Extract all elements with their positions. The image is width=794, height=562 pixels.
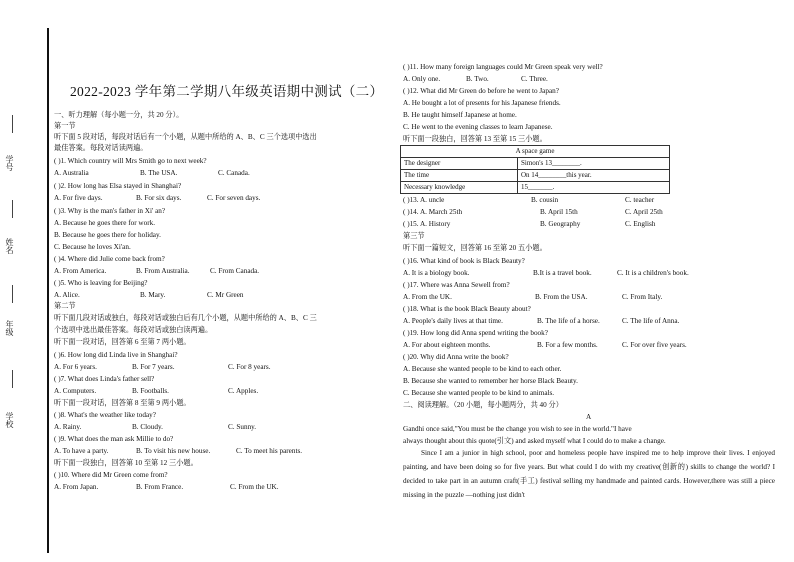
table-row — [401, 158, 670, 170]
option: B. cousin — [531, 196, 559, 204]
part-heading: 第一节 — [54, 122, 76, 130]
section-heading: 二、阅读理解。（20 小题，每小题两分，共 40 分） — [403, 401, 563, 409]
option: B. For a few months. — [537, 341, 598, 349]
option: C. He went to the evening classes to learn Japanese. — [403, 123, 553, 131]
option: B. To visit his new house. — [136, 447, 211, 455]
table-cell: On 14________this year. — [518, 170, 670, 182]
option: C. Because she wanted people to be kind to animals. — [403, 389, 555, 397]
question-16: ( )16. What kind of book is Black Beauty? — [403, 257, 525, 265]
passage-line: Gandhi once said,"You must be the change you wish to see in the world."I have — [403, 425, 632, 433]
question-6: ( )6. How long did Linda live in Shanghai? — [54, 351, 178, 359]
question-5: ( )5. Who is leaving for Beijing? — [54, 279, 148, 287]
table-row — [401, 182, 670, 194]
question-1: ( )1. Which country will Mrs Smith go to next week? — [54, 157, 207, 165]
passage-label: A — [586, 413, 592, 421]
table-cell: Necessary knowledge — [401, 182, 518, 194]
question-15: ( )15. A. History — [403, 220, 451, 228]
question-3: ( )3. Why is the man's father in Xi' an? — [54, 207, 166, 215]
binding-rule — [12, 115, 13, 133]
instruction: 最佳答案。每段对话读两遍。 — [54, 144, 148, 152]
question-11: ( )11. How many foreign languages could Mr Green speak very well? — [403, 63, 603, 71]
option: B. Footballs. — [132, 387, 169, 395]
instruction: 听下面一段对话，回答第 6 至第 7 两小题。 — [54, 338, 191, 346]
option: C. The life of Anna. — [622, 317, 680, 325]
page-title: 2022-2023 学年第二学期八年级英语期中测试（二） — [70, 84, 384, 99]
binding-line — [47, 28, 49, 553]
option: A. From Japan. — [54, 483, 99, 491]
option: C. Three. — [521, 75, 548, 83]
option: C. It is a children's book. — [617, 269, 689, 277]
instruction: 听下面一段对话，回答第 8 至第 9 两小题。 — [54, 399, 191, 407]
option: B. April 15th — [540, 208, 578, 216]
option: B. Because he goes there for holiday. — [54, 231, 161, 239]
option: C. Sunny. — [228, 423, 257, 431]
instruction: 听下面 5 段对话，每段对话后有一个小题，从题中所给的 A、B、C 三个选项中选出 — [54, 133, 317, 141]
option: B. The USA. — [140, 169, 178, 177]
option: B. The life of a horse. — [537, 317, 600, 325]
option: A. Rainy. — [54, 423, 82, 431]
option: B. From France. — [136, 483, 184, 491]
table-cell: Simon's 13________. — [518, 158, 670, 170]
question-13: ( )13. A. uncle — [403, 196, 445, 204]
option: A. To have a party. — [54, 447, 109, 455]
option: A. From America. — [54, 267, 107, 275]
question-19: ( )19. How long did Anna spend writing the book? — [403, 329, 548, 337]
binding-label-student-id: 学号 — [5, 155, 14, 171]
option: C. From Canada. — [210, 267, 260, 275]
option: B. From the USA. — [535, 293, 588, 301]
option: B. Cloudy. — [132, 423, 163, 431]
option: B. For six days. — [136, 194, 182, 202]
option: C. For seven days. — [207, 194, 261, 202]
option: A. Because he goes there for work. — [54, 219, 155, 227]
option: A. From the UK. — [403, 293, 452, 301]
option: A. Because she wanted people to be kind to each other. — [403, 365, 562, 373]
option: B. Mary. — [140, 291, 166, 299]
option: C. Apples. — [228, 387, 259, 395]
passage-paragraph: Since I am a junior in high school, poor and homeless people have inspired me to help improve their lives. I enjoyed painting, and have been doing so for five years. But what could I do with my creative(创新的) skills to change the world? I decided to take part in an autumn craft(手工) festival selling my handmade and painted cards. However,there was still a piece missing in the puzzle —nothing just didn't — [403, 449, 775, 499]
option: B. Two. — [466, 75, 489, 83]
option: A. For five days. — [54, 194, 103, 202]
part-heading: 第二节 — [54, 302, 76, 310]
question-17: ( )17. Where was Anna Sewell from? — [403, 281, 510, 289]
binding-rule — [12, 370, 13, 388]
option: A. It is a biology book. — [403, 269, 470, 277]
table-cell: 15_______. — [518, 182, 670, 194]
option: C. For 8 years. — [228, 363, 271, 371]
passage-line: always thought about this quote(引文) and asked myself what I could do to make a change. — [403, 437, 666, 445]
option: A. People's daily lives at that time. — [403, 317, 503, 325]
table-cell: The time — [401, 170, 518, 182]
table-row — [401, 170, 670, 182]
option: C. For over five years. — [622, 341, 687, 349]
option: B. Geography — [540, 220, 581, 228]
question-7: ( )7. What does Linda's father sell? — [54, 375, 155, 383]
question-2: ( )2. How long has Elsa stayed in Shanghai? — [54, 182, 182, 190]
question-8: ( )8. What's the weather like today? — [54, 411, 156, 419]
section-heading: 一、听力理解（每小题一分，共 20 分）。 — [54, 111, 184, 119]
table-header: A space game — [401, 146, 670, 158]
question-9: ( )9. What does the man ask Millie to do? — [54, 435, 174, 443]
option: C. To meet his parents. — [236, 447, 303, 455]
part-heading: 第三节 — [403, 232, 425, 240]
instruction: 听下面一段独白，回答第 10 至第 12 三小题。 — [54, 459, 198, 467]
binding-rule — [12, 200, 13, 218]
option: A. He bought a lot of presents for his Japanese friends. — [403, 99, 561, 107]
option: A. Only one. — [403, 75, 441, 83]
table-cell: The designer — [401, 158, 518, 170]
option: B. Because she wanted to remember her horse Black Beauty. — [403, 377, 578, 385]
binding-label-school: 学校 — [5, 412, 14, 428]
info-table — [400, 145, 670, 194]
question-12: ( )12. What did Mr Green do before he went to Japan? — [403, 87, 559, 95]
option: C. teacher — [625, 196, 655, 204]
option: B. For 7 years. — [132, 363, 175, 371]
question-18: ( )18. What is the book Black Beauty about? — [403, 305, 531, 313]
option: C. April 25th — [625, 208, 663, 216]
question-10: ( )10. Where did Mr Green come from? — [54, 471, 168, 479]
instruction: 听下面一段独白，回答第 13 至第 15 三小题。 — [403, 135, 547, 143]
question-14: ( )14. A. March 25th — [403, 208, 463, 216]
option: A. Computers. — [54, 387, 97, 395]
option: B. He taught himself Japanese at home. — [403, 111, 517, 119]
option: A. Alice. — [54, 291, 80, 299]
instruction: 个选项中选出最佳答案。每段对话或独白读两遍。 — [54, 326, 213, 334]
option: C. From the UK. — [230, 483, 279, 491]
question-20: ( )20. Why did Anna write the book? — [403, 353, 509, 361]
option: A. For 6 years. — [54, 363, 97, 371]
option: C. English — [625, 220, 656, 228]
option: C. Mr Green — [207, 291, 244, 299]
option: A. Australia — [54, 169, 89, 177]
binding-label-name: 姓名 — [5, 238, 14, 254]
option: B.It is a travel book. — [533, 269, 592, 277]
option: C. Canada. — [218, 169, 250, 177]
option: C. Because he loves Xi'an. — [54, 243, 131, 251]
option: C. From Italy. — [622, 293, 663, 301]
binding-rule — [12, 285, 13, 303]
instruction: 听下面几段对话或独白，每段对话或独白后有几个小题，从题中所给的 A、B、C 三 — [54, 314, 317, 322]
question-4: ( )4. Where did Julie come back from? — [54, 255, 165, 263]
option: B. From Australia. — [136, 267, 190, 275]
binding-label-grade: 年级 — [5, 320, 14, 336]
instruction: 听下面一篇短文，回答第 16 至第 20 五小题。 — [403, 244, 547, 252]
option: A. For about eighteen months. — [403, 341, 491, 349]
